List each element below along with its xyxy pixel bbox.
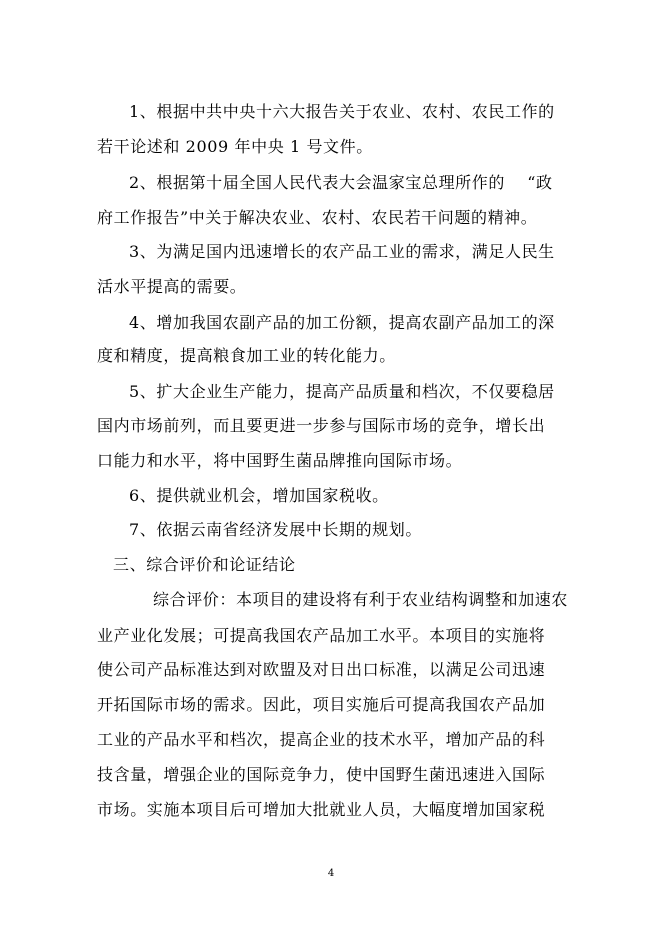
text-line: 业产业化发展；可提高我国农产品加工水平。本项目的实施将 [97,626,546,645]
text-line: 活水平提高的需要。 [97,277,247,296]
text-line: 技含量，增强企业的国际竞争力，使中国野生菌迅速进入国际 [97,765,546,784]
text-line: 度和精度，提高粮食加工业的转化能力。 [97,346,396,365]
text-line: 2、根据第十届全国人民代表大会温家宝总理所作的 “政 [129,173,553,192]
text-line: 1、根据中共中央十六大报告关于农业、农村、农民工作的 [129,102,555,121]
text-line: 综合评价：本项目的建设将有利于农业结构调整和加速农 [153,590,569,609]
text-line: 市场。实施本项目后可增加大批就业人员，大幅度增加国家税 [97,800,546,819]
text-line: 工业的产品水平和档次，提高企业的技术水平，增加产品的科 [97,730,546,749]
text-line: 府工作报告”中关于解决农业、农村、农民若干问题的精神。 [97,208,538,227]
page-number: 4 [327,868,335,879]
section-heading: 三、综合评价和论证结论 [113,555,296,574]
text-line: 若干论述和 2009 年中央 1 号文件。 [97,137,373,156]
text-line: 5、扩大企业生产能力，提高产品质量和档次，不仅要稳居 [129,382,555,401]
text-line: 4、增加我国农副产品的加工份额，提高农副产品加工的深 [129,313,555,332]
text-line: 国内市场前列，而且要更进一步参与国际市场的竞争，增长出 [97,416,546,435]
text-line: 口能力和水平，将中国野生菌品牌推向国际市场。 [97,451,463,470]
text-line: 6、提供就业机会，增加国家税收。 [129,486,389,505]
text-line: 使公司产品标准达到对欧盟及对日出口标准，以满足公司迅速 [97,660,546,679]
text-line: 开拓国际市场的需求。因此，项目实施后可提高我国农产品加 [97,695,546,714]
text-line: 7、依据云南省经济发展中长期的规划。 [129,520,422,539]
text-line: 3、为满足国内迅速增长的农产品工业的需求，满足人民生 [129,242,555,261]
